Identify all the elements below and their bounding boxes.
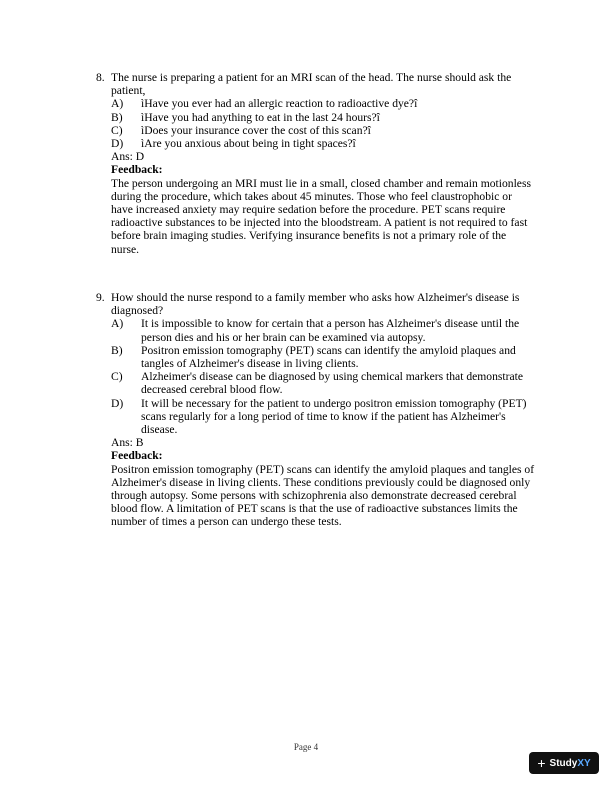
question-stem: How should the nurse respond to a family member who asks how Alzheimer's disease is diagnosed? [111, 291, 520, 318]
option-a: A) ìHave you ever had an allergic reaction to radioactive dye?î [111, 97, 418, 111]
question-9 [96, 291, 536, 529]
option-c: C) ìDoes your insurance cover the cost of this scan?î [111, 123, 371, 137]
question-stem: The nurse is preparing a patient for an MRI scan of the head. The nurse should ask the patient, [111, 71, 512, 98]
feedback-text: Positron emission tomography (PET) scans can identify the amyloid plaques and tangles of Alzheimer's disease in living clients. These conditions previously could be diagnosed only through autopsy. Some persons with schizophrenia also demonstrate decreased cerebral blood flow. A limitation of PET scans is that the use of radioactive substances limits the number of times a person can undergo these tests. [111, 462, 535, 529]
studyxy-badge[interactable] [529, 752, 599, 774]
feedback-heading: Feedback: [111, 163, 163, 177]
option-d: D) ìAre you anxious about being in tight spaces?î [111, 137, 356, 151]
brand-name-b: XY [577, 757, 591, 769]
answer: Ans: B [111, 436, 144, 450]
plus-icon: + [537, 755, 546, 771]
page-number: Page 4 [293, 742, 319, 752]
option-c: C) Alzheimer's disease can be diagnosed by using chemical markers that demonstrate decreased cerebral blood flow. [111, 370, 523, 397]
option-a: A) It is impossible to know for certain that a person has Alzheimer's disease until the person dies and his or her brain can be examined via autopsy. [111, 317, 520, 344]
feedback-text: The person undergoing an MRI must lie in a small, closed chamber and remain motionless during the procedure, which takes about 45 minutes. Those who feel claustrophobic or have increased anxiety may require sedation before the procedure. PET scans require radioactive substances to be injected into the bloodstream. A patient is not required to fast before brain imaging studies. Verifying insurance benefits is not a primary role of the nurse. [111, 176, 531, 256]
option-b: B) ìHave you had anything to eat in the last 24 hours?î [111, 110, 380, 124]
option-b: B) Positron emission tomography (PET) scans can identify the amyloid plaques and tangles of Alzheimer's disease in living clients. [111, 343, 516, 371]
question-8 [96, 71, 536, 256]
feedback-heading: Feedback: [111, 449, 163, 463]
question-number: 9. [96, 291, 105, 304]
option-d: D) It will be necessary for the patient to undergo positron emission tomography (PET) scans regularly for a long period of time to know if the patient has Alzheimer's disease. [111, 396, 527, 437]
question-number: 8. [96, 71, 105, 84]
answer: Ans: D [111, 150, 145, 164]
brand-name-a: Study [549, 757, 578, 769]
